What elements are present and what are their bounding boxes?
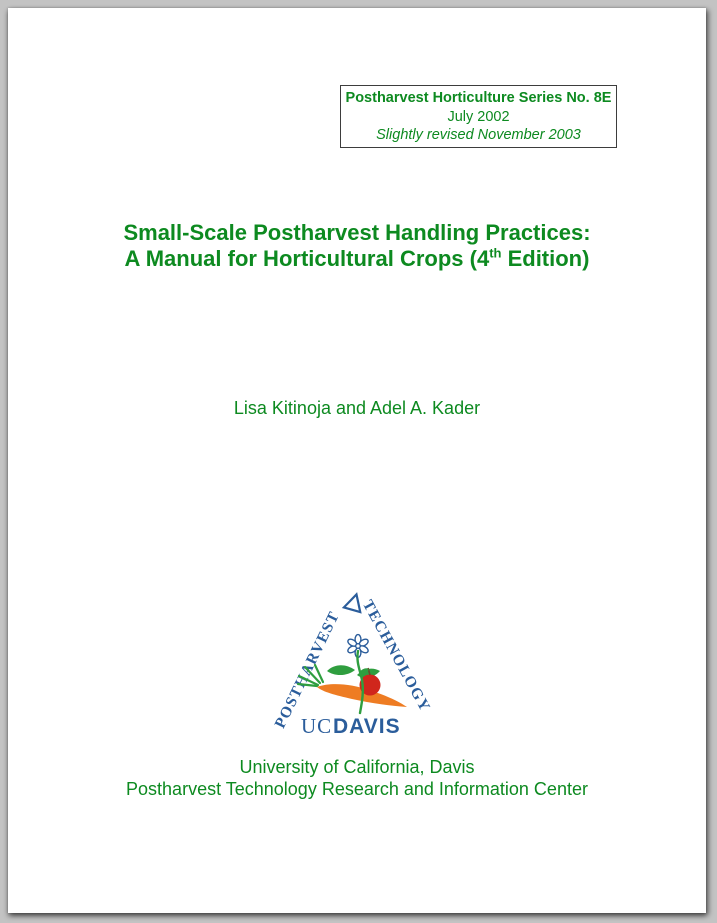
postharvest-technology-logo [271,580,443,740]
revision-note: Slightly revised November 2003 [376,127,581,143]
series-title: Postharvest Horticulture Series No. 8E [345,90,612,106]
logo-right-word: TECHNOLOGY [358,597,434,716]
footer-university: University of California, Davis [239,757,475,777]
authors-line: Lisa Kitinoja and Adel A. Kader [233,398,481,418]
leaf-icon [327,665,355,675]
footer-center-name: Postharvest Technology Research and Information Center [126,779,588,799]
publication-date: July 2002 [447,108,510,125]
title-line2-post: Edition) [501,246,590,271]
title-line1: Small-Scale Postharvest Handling Practices: [123,220,591,245]
logo-uc-text: UC [301,714,333,738]
logo-left-word: POSTHARVEST [271,608,344,732]
page-title [8,220,706,272]
title-line2-pre: A Manual for Horticultural Crops (4 [124,246,490,271]
series-box [340,85,617,148]
title-line2 [125,246,590,271]
title-edition-superscript: th [489,245,502,261]
logo-davis-text: DAVIS [333,715,401,738]
document-page [8,8,706,913]
footer-block [8,756,706,800]
